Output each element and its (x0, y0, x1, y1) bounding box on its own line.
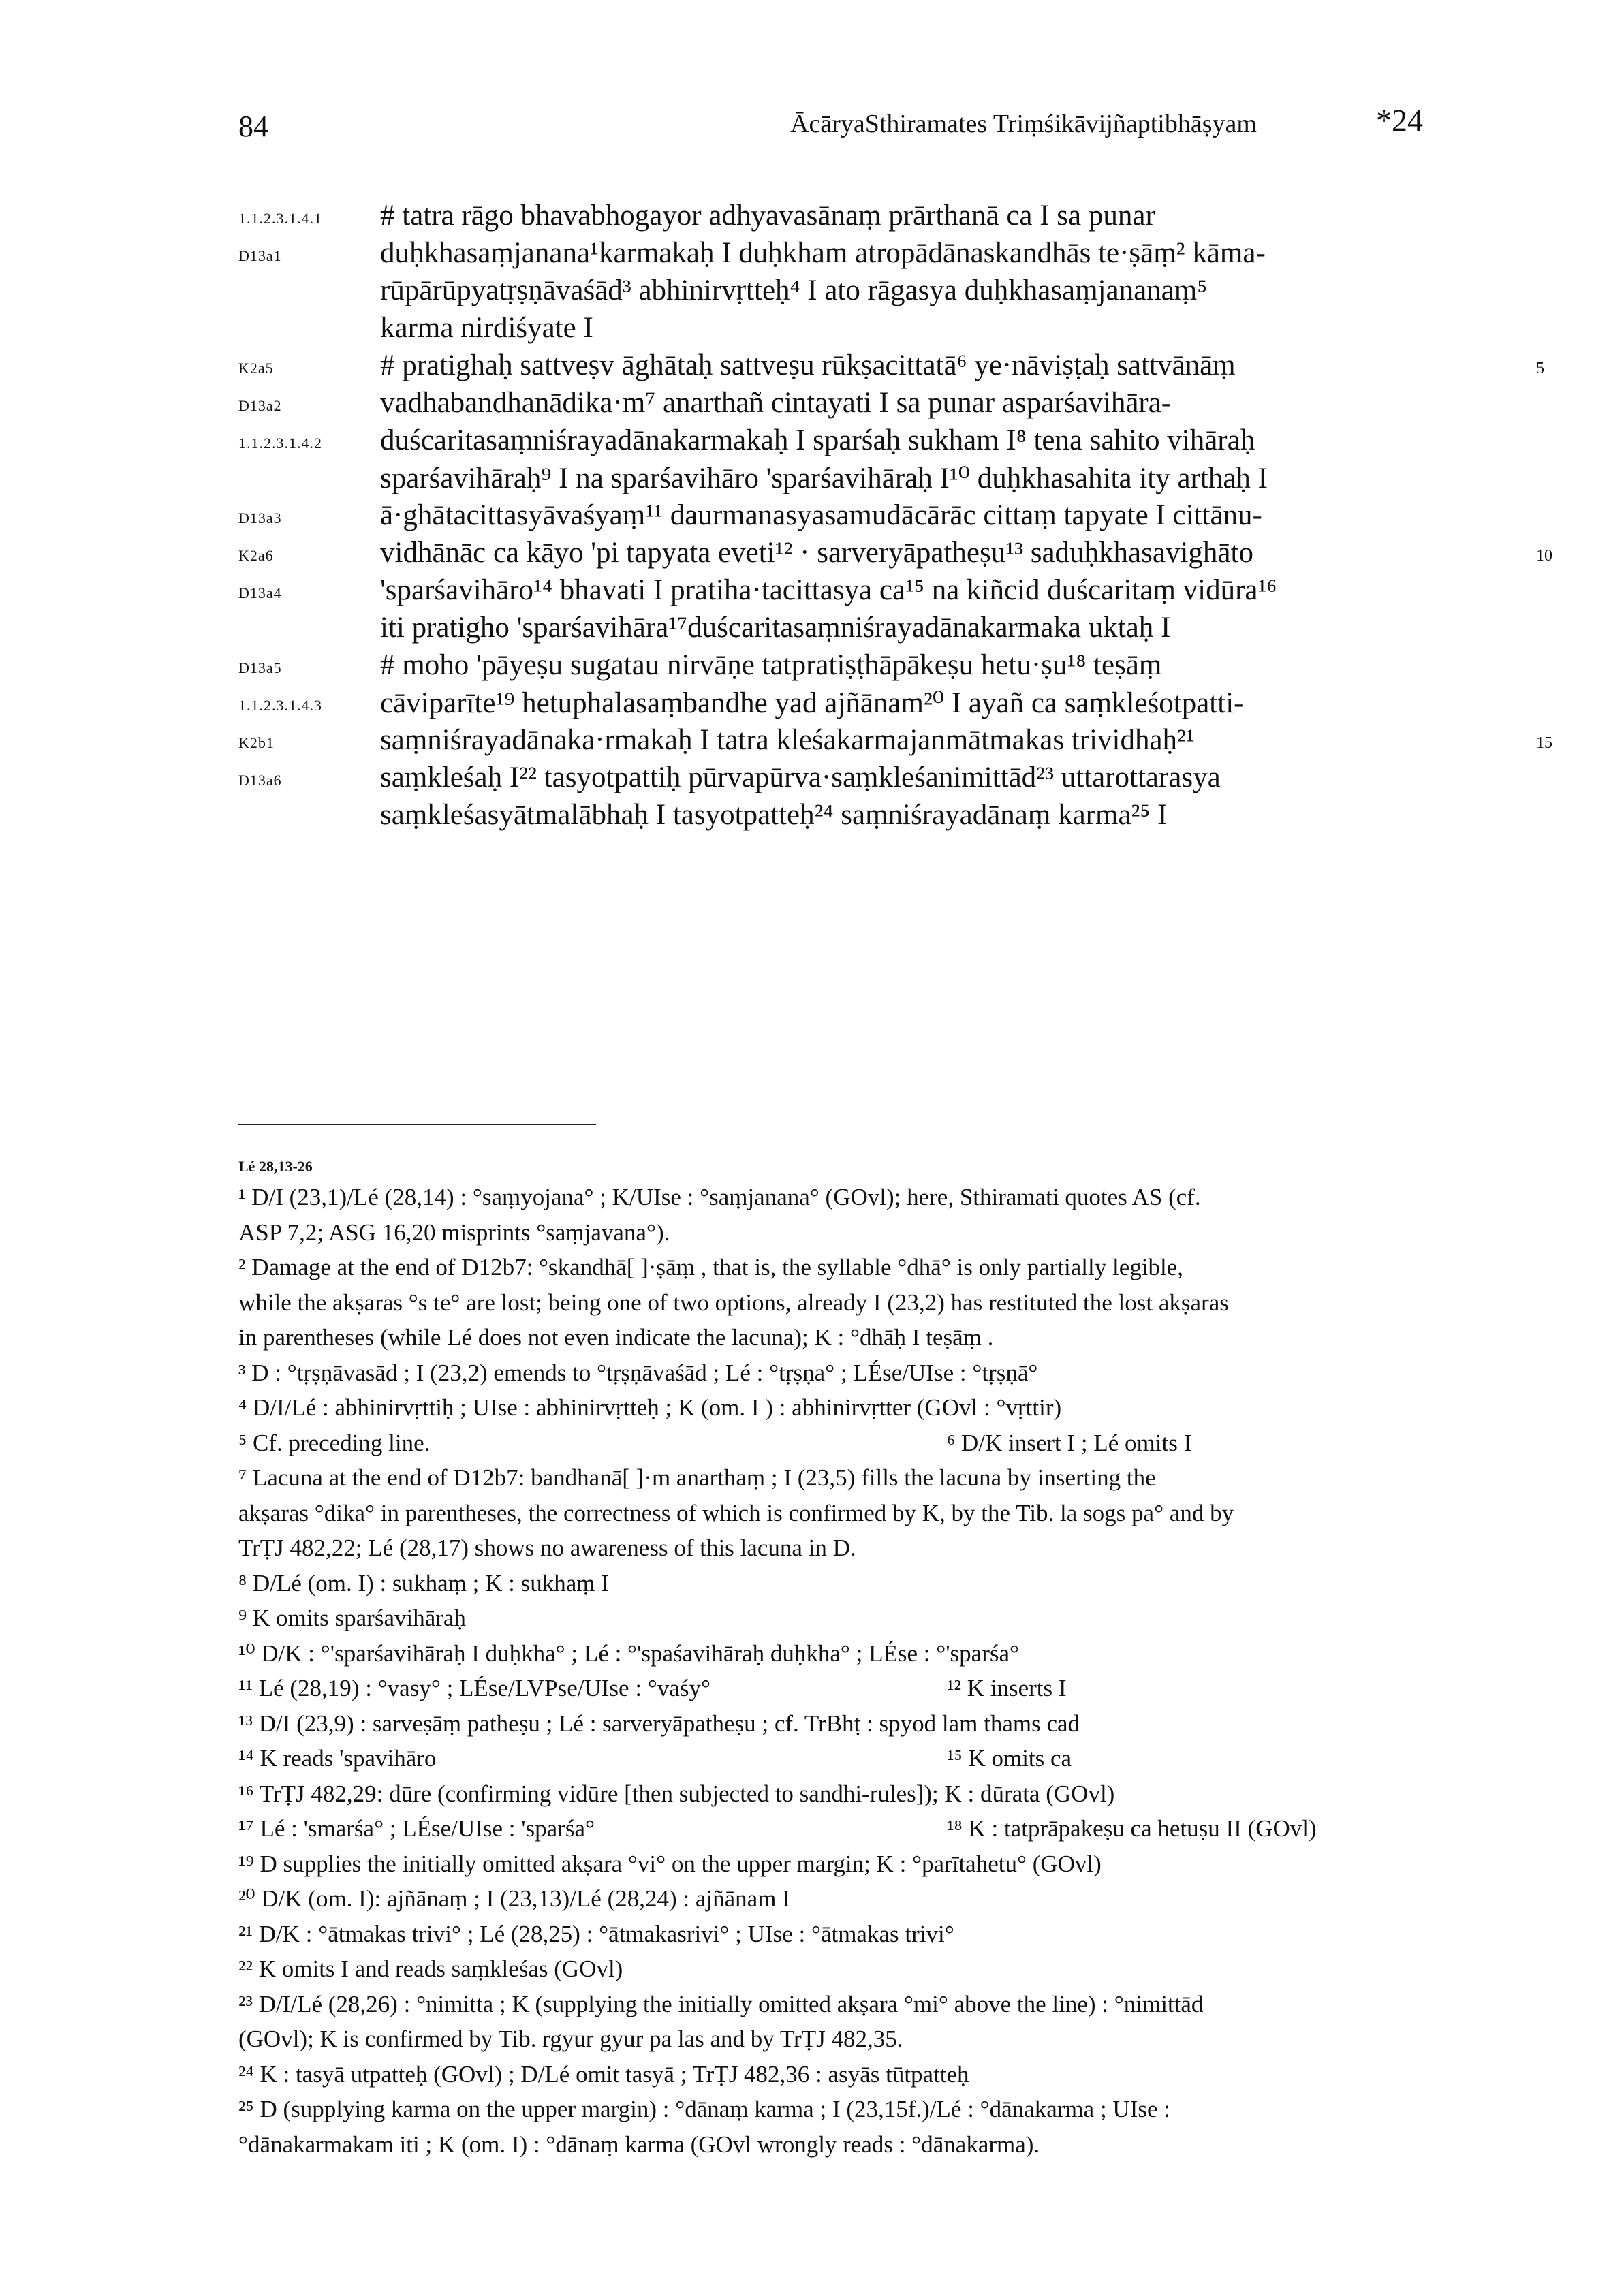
text-line (238, 761, 1533, 798)
footnote-line (238, 1640, 1522, 1676)
page-number: 84 (238, 110, 268, 143)
text-line (238, 349, 1544, 386)
footnote-text: ⁸ D/Lé (om. I) : sukhaṃ ; K : sukhaṃ I (238, 1569, 609, 1597)
line-text: # tatra rāgo bhavabhogayor adhyavasānaṃ prārthanā ca I sa punar (380, 200, 1155, 232)
text-line (238, 274, 1533, 311)
text-line (238, 536, 1552, 573)
footnote-text: ³ D : °tṛṣṇāvasād ; I (23,2) emends to °tṛṣṇāvaśād ; Lé : °tṛṣṇa° ; LÉse/UIse : °tṛṣṇā° (238, 1359, 1038, 1386)
line-text: rūpārūpyatṛṣṇāvaśād³ abhinirvṛtteḥ⁴ I ato rāgasya duḥkhasaṃjananaṃ⁵ (380, 274, 1208, 306)
footnote-line (238, 1254, 1522, 1289)
footnote-text: ¹⁹ D supplies the initially omitted akṣara °vi° on the upper margin; K : °parītahetu° (GOvl) (238, 1850, 1102, 1877)
footnote-line (238, 1500, 1522, 1535)
footnote-text-secondary: ¹⁵ K omits ca (947, 1745, 1072, 1772)
line-reference: D13a5 (238, 659, 282, 676)
footnote-line (238, 1430, 1522, 1465)
text-line (238, 236, 1533, 274)
footnote-text: ¹¹ Lé (28,19) : °vasy° ; LÉse/LVPse/UIse : °vaśy° (238, 1675, 710, 1701)
footnote-text-secondary: ¹² K inserts I (947, 1675, 1067, 1701)
footnote-line (238, 1851, 1522, 1886)
line-reference: D13a1 (238, 247, 282, 264)
footnote-text: ⁹ K omits sparśavihāraḥ (238, 1605, 466, 1631)
line-reference: K2a5 (238, 360, 274, 377)
footnote-text: ¹⁶ TrṬJ 482,29: dūre (confirming vidūre [then subjected to sandhi-rules]); K : dūrata (GOvl) (238, 1780, 1115, 1807)
text-line (238, 499, 1533, 536)
text-line (238, 424, 1533, 461)
footnote-line (238, 1219, 1522, 1255)
footnote-text: ²⁰ D/K (om. I): ajñānaṃ ; I (23,13)/Lé (28,24) : ajñānam I (238, 1885, 790, 1912)
footnote-text: ⁵ Cf. preceding line. (238, 1429, 431, 1456)
section-number: *24 (1376, 103, 1423, 138)
footnote-text: while the akṣaras °s te° are lost; being one of two options, already I (23,2) has restituted the lost akṣaras (238, 1289, 1229, 1316)
footnote-text: ²⁴ K : tasyā utpatteḥ (GOvl) ; D/Lé omit tasyā ; TrṬJ 482,36 : asyās tūtpatteḥ (238, 2060, 969, 2088)
text-line (238, 311, 1533, 349)
line-text: saṃkleśaḥ I²² tasyotpattiḥ pūrvapūrva·saṃkleśanimittād²³ uttarottarasya (380, 761, 1221, 793)
footnote-text: ⁷ Lacuna at the end of D12b7: bandhanā[ ]·m anarthaṃ ; I (23,5) fills the lacuna by inserting the (238, 1464, 1156, 1491)
footnote-line (238, 1394, 1522, 1430)
footnote-text: ASP 7,2; ASG 16,20 misprints °saṃjavana°). (238, 1218, 670, 1246)
line-reference: D13a2 (238, 397, 282, 414)
line-text: ā·ghātacittasyāvaśyaṃ¹¹ daurmanasyasamudācārāc cittaṃ tapyate I cittānu- (380, 499, 1262, 531)
footnote-text: ¹ D/I (23,1)/Lé (28,14) : °saṃyojana° ; K/UIse : °saṃjanana° (GOvl); here, Sthiramati quotes AS (cf. (238, 1184, 1201, 1210)
line-text: vadhabandhanādika·m⁷ anarthañ cintayati I sa punar asparśavihāra- (380, 387, 1172, 419)
footnote-line (238, 1921, 1522, 1956)
text-line (238, 798, 1533, 836)
footnote-rule (238, 1124, 596, 1125)
line-text: saṃniśrayadānaka·rmakaḥ I tatra kleśakarmajanmātmakas trividhaḥ²¹ (380, 724, 1195, 756)
footnote-text: ¹⁰ D/K : °'sparśavihāraḥ I duḥkha° ; Lé : °'spaśavihāraḥ duḥkha° ; LÉse : °'sparśa° (238, 1639, 1020, 1667)
footnote-text: (GOvl); K is confirmed by Tib. rgyur gyur pa las and by TrṬJ 482,35. (238, 2026, 903, 2052)
text-line (238, 648, 1533, 686)
line-reference: D13a3 (238, 509, 282, 526)
footnote-text: °dānakarmakam iti ; K (om. I) : °dānaṃ karma (GOvl wrongly reads : °dānakarma). (238, 2130, 1040, 2158)
line-text: # moho 'pāyeṣu sugatau nirvāṇe tatpratiṣṭhāpākeṣu hetu·ṣu¹⁸ teṣāṃ (380, 649, 1162, 681)
line-reference: D13a4 (238, 584, 282, 601)
text-line (238, 573, 1533, 611)
footnote-text: ² Damage at the end of D12b7: °skandhā[ ]·ṣāṃ , that is, the syllable °dhā° is only partially legible, (238, 1254, 1183, 1280)
footnote-line (238, 1605, 1522, 1640)
footnote-line (238, 1675, 1522, 1710)
footnote-line (238, 1955, 1522, 1991)
footnote-line (238, 2061, 1522, 2096)
footnote-line (238, 1991, 1522, 2026)
line-number: 15 (1536, 734, 1552, 752)
line-reference: D13a6 (238, 772, 282, 789)
text-line (238, 611, 1533, 648)
footnote-line (238, 1780, 1522, 1816)
footnote-text: ¹⁴ K reads 'spavihāro (238, 1745, 437, 1772)
footnote-line (238, 1464, 1522, 1500)
line-text: vidhānāc ca kāyo 'pi tapyata eveti¹² · sarveryāpatheṣu¹³ saduḥkhasavighāto (380, 537, 1253, 569)
footnote-line (238, 1289, 1522, 1325)
footnote-line (238, 1745, 1522, 1780)
line-reference: 1.1.2.3.1.4.2 (238, 435, 322, 452)
footnote-line (238, 1885, 1522, 1921)
footnote-text-secondary: ⁶ D/K insert I ; Lé omits I (947, 1429, 1192, 1456)
footnote-text: akṣaras °dika° in parentheses, the correctness of which is confirmed by K, by the Tib. la sogs pa° and by (238, 1499, 1234, 1526)
footnote-text: in parentheses (while Lé does not even indicate the lacuna); K : °dhāḥ I teṣāṃ . (238, 1324, 994, 1351)
line-text: duḥkhasaṃjanana¹karmakaḥ I duḥkham atropādānaskandhās te·ṣāṃ² kāma- (380, 237, 1266, 269)
footnote-text: ²¹ D/K : °ātmakas trivi° ; Lé (28,25) : °ātmakasrivi° ; UIse : °ātmakas trivi° (238, 1920, 954, 1947)
line-reference: K2a6 (238, 547, 274, 564)
notes-header: Lé 28,13-26 (238, 1158, 313, 1175)
line-text: saṃkleśasyātmalābhaḥ I tasyotpatteḥ²⁴ saṃniśrayadānaṃ karma²⁵ I (380, 799, 1168, 831)
footnote-text: TrṬJ 482,22; Lé (28,17) shows no awareness of this lacuna in D. (238, 1535, 856, 1561)
footnote-text: ²² K omits I and reads saṃkleśas (GOvl) (238, 1955, 623, 1982)
footnote-text: ⁴ D/I/Lé : abhinirvṛttiḥ ; UIse : abhinirvṛtteḥ ; K (om. I ) : abhinirvṛtter (GOvl : °vṛttir) (238, 1394, 1062, 1421)
text-line (238, 386, 1533, 424)
line-text: 'sparśavihāro¹⁴ bhavati I pratiha·tacittasya ca¹⁵ na kiñcid duścaritaṃ vidūra¹⁶ (380, 574, 1277, 606)
footnote-text: ²⁵ D (supplying karma on the upper margin) : °dānaṃ karma ; I (23,15f.)/Lé : °dānakarma ; UIse : (238, 2096, 1170, 2122)
text-line (238, 723, 1552, 761)
text-line (238, 461, 1533, 499)
line-number: 5 (1536, 360, 1544, 377)
line-reference: K2b1 (238, 734, 275, 751)
footnote-line (238, 1324, 1522, 1359)
text-line (238, 199, 1533, 236)
line-text: # pratighaḥ sattveṣv āghātaḥ sattveṣu rūkṣacittatā⁶ ye·nāviṣṭaḥ sattvānāṃ (380, 349, 1236, 381)
line-text: iti pratigho 'sparśavihāra¹⁷duścaritasaṃniśrayadānakarmaka uktaḥ I (380, 612, 1171, 644)
line-text: cāviparīte¹⁹ hetuphalasaṃbandhe yad ajñānam²⁰ I ayañ ca saṃkleśotpatti- (380, 687, 1244, 719)
footnote-text: ¹³ D/I (23,9) : sarveṣāṃ patheṣu ; Lé : sarveryāpatheṣu ; cf. TrBhṭ : spyod lam thams cad (238, 1710, 1080, 1737)
line-reference: 1.1.2.3.1.4.3 (238, 697, 322, 714)
line-reference: 1.1.2.3.1.4.1 (238, 210, 322, 227)
line-text: duścaritasaṃniśrayadānakarmakaḥ I sparśaḥ sukham I⁸ tena sahito vihāraḥ (380, 424, 1255, 456)
footnote-line (238, 2026, 1522, 2061)
footnote-line (238, 1359, 1522, 1395)
footnote-text: ²³ D/I/Lé (28,26) : °nimitta ; K (supplying the initially omitted akṣara °mi° above the line) : °nimittād (238, 1990, 1204, 2017)
running-title: ĀcāryaSthiramates Triṃśikāvijñaptibhāṣyam (790, 110, 1257, 138)
line-text: karma nirdiśyate I (380, 312, 593, 344)
footnote-text: ¹⁷ Lé : 'smarśa° ; LÉse/UIse : 'sparśa° (238, 1815, 595, 1842)
footnote-line (238, 1815, 1522, 1851)
footnote-line (238, 1535, 1522, 1570)
footnote-line (238, 2096, 1522, 2131)
footnote-line (238, 2131, 1522, 2167)
footnote-line (238, 1710, 1522, 1746)
line-number: 10 (1536, 547, 1552, 565)
footnotes (238, 1158, 1522, 2166)
text-line (238, 686, 1533, 723)
footnote-line (238, 1570, 1522, 1605)
footnote-text-secondary: ¹⁸ K : tatprāpakeṣu ca hetuṣu II (GOvl) (947, 1815, 1317, 1842)
main-text (238, 199, 1552, 836)
footnote-line (238, 1184, 1522, 1219)
line-text: sparśavihāraḥ⁹ I na sparśavihāro 'sparśavihāraḥ I¹⁰ duḥkhasahita ity arthaḥ I (380, 462, 1268, 494)
